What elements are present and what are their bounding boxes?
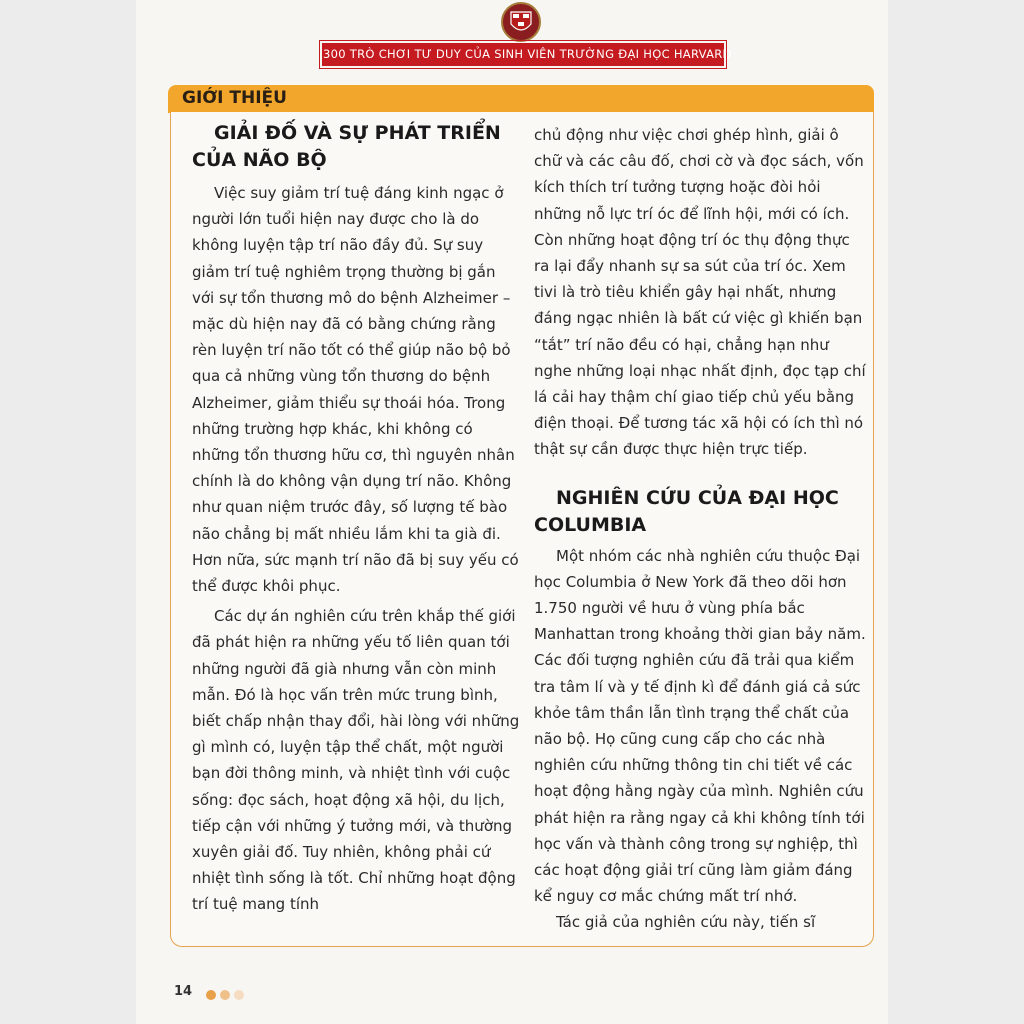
right-column bbox=[534, 122, 866, 936]
left-column bbox=[192, 120, 522, 918]
article-paragraph: Việc suy giảm trí tuệ đáng kinh ngạc ở người lớn tuổi hiện nay được cho là do không luyện tập trí não đầy đủ. Sự suy giảm trí tuệ nghiêm trọng thường bị gắn với sự tổn thương mô do bệnh Alzheimer – mặc dù hiện nay đã có bằng chứng rằng rèn luyện trí não tốt có thể giúp não bộ bỏ qua cả những vùng tổn thương do bệnh Alzheimer, giảm thiểu sự thoái hóa. Trong những trường hợp khác, khi không có những tổn thương hữu cơ, thì nguyên nhân chính là do không vận dụng trí não. Không như quan niệm trước đây, số lượng tế bào não chẳng bị mất nhiều lắm khi ta già đi. Hơn nữa, sức mạnh trí não đã bị suy yếu có thể được khôi phục. bbox=[192, 184, 519, 596]
page-dot-icon bbox=[206, 990, 216, 1000]
harvard-crest-icon bbox=[500, 2, 542, 42]
article-paragraph: Một nhóm các nhà nghiên cứu thuộc Đại học Columbia ở New York đã theo dõi hơn 1.750 người về hưu ở vùng phía bắc Manhattan trong khoảng thời gian bảy năm. Các đối tượng nghiên cứu đã trải qua kiểm tra tâm lí và y tế định kì để đánh giá cả sức khỏe tâm thần lẫn tình trạng thể chất của não bộ. Họ cũng cung cấp cho các nhà nghiên cứu những thông tin chi tiết về các hoạt động hằng ngày của mình. Nghiên cứu phát hiện ra rằng ngay cả khi không tính tới học vấn và thành công trong sự nghiệp, thì các hoạt động giải trí cũng làm giảm đáng kể nguy cơ mắc chứng mất trí nhớ. bbox=[534, 546, 866, 906]
article-paragraph: Các dự án nghiên cứu trên khắp thế giới đã phát hiện ra những yếu tố liên quan tới những người đã già nhưng vẫn còn minh mẫn. Đó là học vấn trên mức trung bình, biết chấp nhận thay đổi, hài lòng với những gì mình có, luyện tập thể chất, một người bạn đời thông minh, và nhiệt tình với cuộc sống: đọc sách, hoạt động xã hội, du lịch, tiếp cận với những ý tưởng mới, và thường xuyên giải đố. Tuy nhiên, không phải cứ nhiệt tình sống là tốt. Chỉ những hoạt động trí tuệ mang tính bbox=[192, 607, 520, 914]
article-paragraph: Tác giả của nghiên cứu này, tiến sĩ bbox=[556, 913, 816, 932]
page-dot-icon bbox=[220, 990, 230, 1000]
section-label: GIỚI THIỆU bbox=[182, 88, 287, 108]
book-title-banner: 300 TRÒ CHƠI TƯ DUY CỦA SINH VIÊN TRƯỜNG ĐẠI HỌC HARVARD bbox=[322, 43, 724, 66]
page-number: 14 bbox=[174, 984, 193, 999]
section-header-bar bbox=[168, 85, 874, 113]
article-paragraph-continued: chủ động như việc chơi ghép hình, giải ô chữ và các câu đố, chơi cờ và đọc sách, vốn kích thích trí tưởng tượng hoặc đòi hỏi những nỗ lực trí óc để lĩnh hội, mới có ích. Còn những hoạt động trí óc thụ động thực ra lại đẩy nhanh sự sa sút của trí óc. Xem tivi là trò tiêu khiển gây hại nhất, nhưng đáng ngạc nhiên là bất cứ việc gì khiến bạn “tắt” trí não đều có hại, chẳng hạn như nghe những loại nhạc nhất định, đọc tạp chí lá cải hay thậm chí giao tiếp chủ yếu bằng điện thoại. Để tương tác xã hội có ích thì nó thật sự cần được thực hiện trực tiếp. bbox=[534, 126, 866, 459]
article-heading-puzzles: GIẢI ĐỐ VÀ SỰ PHÁT TRIỂN CỦA NÃO BỘ bbox=[192, 122, 501, 171]
article-heading-columbia: NGHIÊN CỨU CỦA ĐẠI HỌC COLUMBIA bbox=[534, 486, 839, 536]
page-dot-icon bbox=[234, 990, 244, 1000]
